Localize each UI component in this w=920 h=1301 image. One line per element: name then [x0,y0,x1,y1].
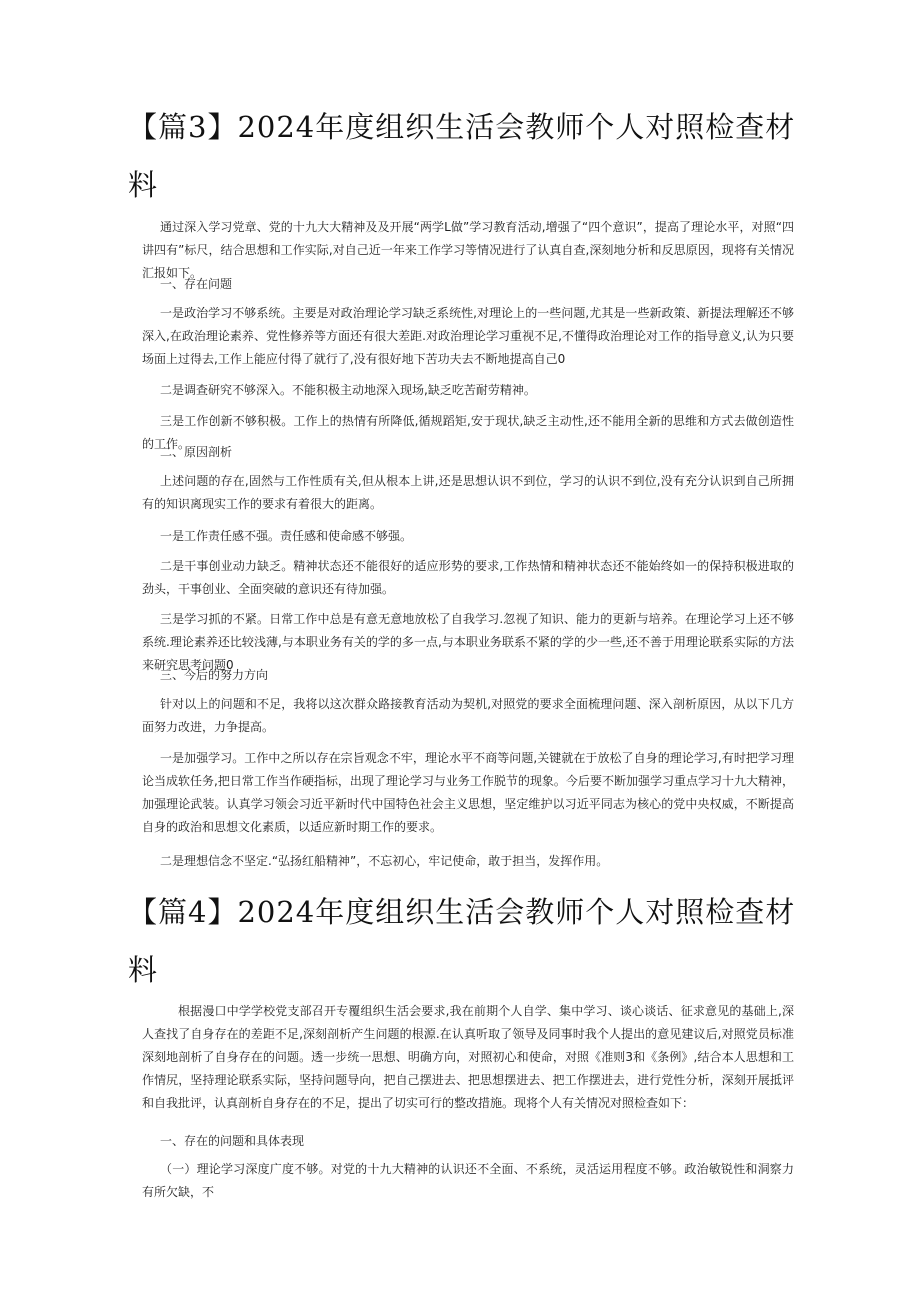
section3-heading-problems: 一、存在问题 [160,277,233,291]
section4-heading-problems: 一、存在的问题和具体表现 [160,1134,305,1148]
section3-cause-1: 一是工作责任感不强。责任感和使命感不够强。 [160,529,413,543]
section3-heading-causes: 二、原因剖析 [160,445,233,459]
section3-direction-1: 一是加强学习。工作中之所以存在宗旨观念不牢，理论水平不商等问题,关键就在于放松了自身的理论学习,有时把学习理论当成软任务,把日常工作当作硬指标，出现了理论学习与业务工作脱节的现象。今后要不断加强学习重点学习十九大精神，加强理论武装。认真学习领会习近平新时代中国特色社会主义思想，坚定维护以习近平同志为核心的党中央权威，不断提高自身的政治和思想文化素质，以适应新时期工作的要求。 [142,751,794,834]
section3-title: 【篇3】2024年度组织生活会教师个人对照检查材料 [128,110,796,202]
section3-direction-2: 二是理想信念不坚定.“弘扬红船精神”，不忘初心，牢记使命，敢于担当，发挥作用。 [160,854,609,868]
section3-cause-intro: 上述问题的存在,固然与工作性质有关,但从根本上讲,还是思想认识不到位，学习的认识不到位,没有充分认识到自己所拥有的知识离现实工作的要求有着很大的距离。 [142,474,794,511]
section3-heading-direction: 三、今后的努力方向 [160,668,269,682]
section4-title: 【篇4】2024年度组织生活会教师个人对照检查材料 [128,895,796,987]
section3-cause-2: 二是干事创业动力缺乏。精神状态还不能很好的适应形势的要求,工作热情和精神状态还不能始终如一的保持积极进取的劲头，干事创业、全面突破的意识还有待加强。 [142,559,794,596]
section4-intro: 根据漫口中学学校党支部召开专覆组织生活会要求,我在前期个人自学、集中学习、谈心谈话、征求意见的基础上,深人查找了自身存在的差距不足,深刻剖析产生问题的根源.在认真听取了领导及同事时我个人提出的意见建议后,对照党员标准深刻地剖析了自身存在的问题。透一步统一思想、明确方向，对照初心和使命，对照《准则3和《条例》,结合本人思想和工作情尻，坚持理论联系实际，坚持问题导向，把自己摆进去、把思想摆进去、把工作摆进去，进行党性分析，深刻开展抵评和自我批评，认真剖析自身存在的不足，提出了切实可行的整改措施。现将个人有关情况对照检查如下： [142,1004,794,1110]
section3-problem-3: 三是工作创新不够积极。工作上的热情有所降低,循规蹈矩,安于现状,缺乏主动性,还不能用全新的思维和方式去做创造性的工作。 [142,414,794,451]
section3-direction-intro: 针对以上的问题和不足，我将以这次群众路接教育活动为契机,对照党的要求全面梳理问题、深入剖析原因，从以下几方面努力改进，力争提高。 [142,697,794,734]
section3-cause-3: 三是学习抓的不紧。日常工作中总是有意无意地放松了自我学习.忽视了知识、能力的更新与培养。在理论学习上还不够系统.理论素养还比较浅薄,与本职业务有关的学的多一点,与本职业务联系不紧的学的少一些,还不善于用理论联系实际的方法来研究思考问题0 [142,612,794,672]
section3-problem-2: 二是调查研究不够深入。不能积极主动地深入现场,缺乏吃苦耐劳精神。 [160,383,536,397]
section4-item-1: （一）理论学习深度广度不够。对党的十九大精神的认识还不全面、不系统，灵活运用程度不够。政治敏锐性和洞察力有所欠缺，不 [142,1162,794,1199]
section3-problem-1: 一是政治学习不够系统。主要是对政治理论学习缺乏系统性,对理论上的一些问题,尤其是一些新政策、新提法理解还不够深入,在政治理论素养、党性修养等方面还有很大差距.对政治理论学习重视不足,不懂得政治理论对工作的指导意义,认为只要场面上过得去,工作上能应付得了就行了,没有很好地下苦功夫去不断地提高自己0 [142,306,794,366]
section3-intro: 通过深入学习党章、党的十九大大精神及及开展“两学L做”学习教育活动,增强了“四个意识”，提高了理论水平，对照“四讲四有”标尺，结合思想和工作实际,对自己近一年来工作学习等情况进行了认真自查,深刻地分析和反思原因，现将有关情况汇报如下。 [142,220,794,280]
